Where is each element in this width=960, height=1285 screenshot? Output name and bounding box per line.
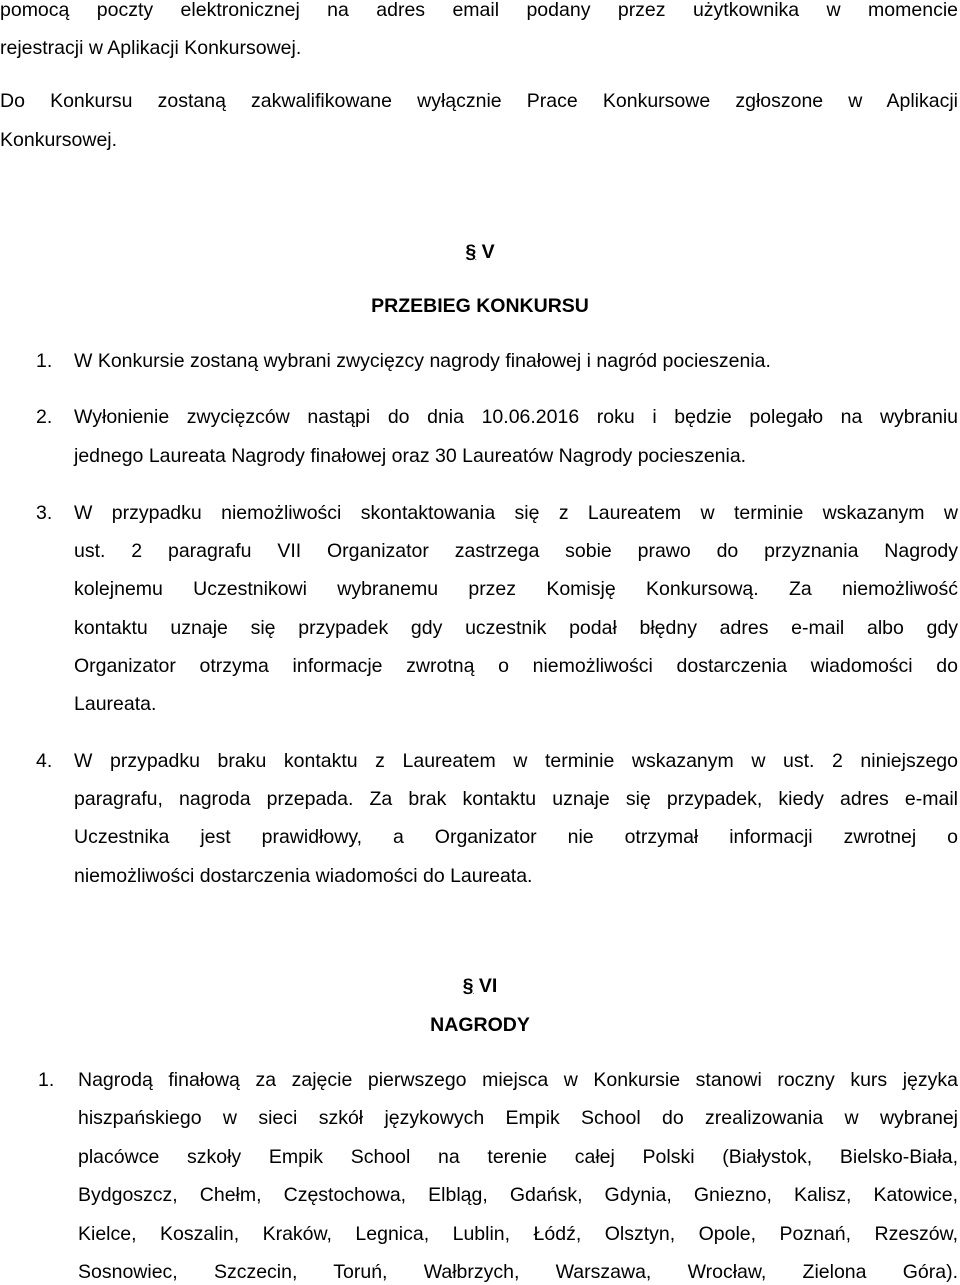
list-item-line: kontaktu uznaje się przypadek gdy uczestnik podał błędny adres e-mail albo gdy <box>74 617 958 639</box>
intro-line-1: pomocą poczty elektronicznej na adres email podany przez użytkownika w momencie <box>0 0 958 21</box>
list-item-line: Sosnowiec, Szczecin, Toruń, Wałbrzych, Warszawa, Wrocław, Zielona Góra). <box>78 1261 958 1283</box>
list-item-line: jednego Laureata Nagrody finałowej oraz 30 Laureatów Nagrody pocieszenia. <box>74 445 747 467</box>
section-sign: § <box>462 975 474 997</box>
list-item-line: Organizator otrzyma informacje zwrotną o niemożliwości dostarczenia wiadomości do <box>74 655 958 677</box>
section-v-title: PRZEBIEG KONKURSU <box>371 295 589 317</box>
list-item-line: paragrafu, nagroda przepada. Za brak kontaktu uznaje się przypadek, kiedy adres e-mail <box>74 788 958 810</box>
section-vi-heading <box>0 973 960 999</box>
list-item-line: Wyłonienie zwycięzców nastąpi do dnia 10.06.2016 roku i będzie polegało na wybraniu <box>74 406 958 428</box>
list-item-number: 1. <box>38 1069 55 1091</box>
list-item-line: ust. 2 paragrafu VII Organizator zastrzega sobie prawo do przyznania Nagrody <box>74 540 958 562</box>
intro-line-2: rejestracji w Aplikacji Konkursowej. <box>0 37 302 59</box>
list-item-line: niemożliwości dostarczenia wiadomości do Laureata. <box>74 865 533 887</box>
list-item-line: Bydgoszcz, Chełm, Częstochowa, Elbląg, Gdańsk, Gdynia, Gniezno, Kalisz, Katowice, <box>78 1184 958 1206</box>
intro-line-4: Konkursowej. <box>0 129 118 151</box>
list-item-line: Kielce, Koszalin, Kraków, Legnica, Lublin, Łódź, Olsztyn, Opole, Poznań, Rzeszów, <box>78 1223 958 1245</box>
list-item-number: 1. <box>36 350 53 372</box>
list-item-line: W przypadku niemożliwości skontaktowania się z Laureatem w terminie wskazanym w <box>74 502 958 524</box>
list-item-number: 2. <box>36 406 53 428</box>
list-item-line: Laureata. <box>74 693 157 715</box>
list-item-line: kolejnemu Uczestnikowi wybranemu przez Komisję Konkursową. Za niemożliwość <box>74 578 958 600</box>
list-item-line: Nagrodą finałową za zajęcie pierwszego miejsca w Konkursie stanowi roczny kurs języka <box>78 1069 958 1091</box>
section-sign: § <box>465 241 477 263</box>
list-item-number: 3. <box>36 502 53 524</box>
section-v-heading <box>0 239 960 265</box>
list-item-line: W przypadku braku kontaktu z Laureatem w terminie wskazanym w ust. 2 niniejszego <box>74 750 958 772</box>
list-item-number: 4. <box>36 750 53 772</box>
list-item-line: hiszpańskiego w sieci szkół językowych Empik School do zrealizowania w wybranej <box>78 1107 958 1129</box>
list-item-line: placówce szkoły Empik School na terenie całej Polski (Białystok, Bielsko-Biała, <box>78 1146 958 1168</box>
intro-line-3: Do Konkursu zostaną zakwalifikowane wyłącznie Prace Konkursowe zgłoszone w Aplikacji <box>0 90 958 112</box>
list-item-line: Uczestnika jest prawidłowy, a Organizator nie otrzymał informacji zwrotnej o <box>74 826 958 848</box>
section-numeral: VI <box>478 975 498 997</box>
section-vi-title: NAGRODY <box>430 1014 530 1036</box>
list-item-line: W Konkursie zostaną wybrani zwycięzcy nagrody finałowej i nagród pocieszenia. <box>74 350 771 372</box>
section-numeral: V <box>481 241 495 263</box>
